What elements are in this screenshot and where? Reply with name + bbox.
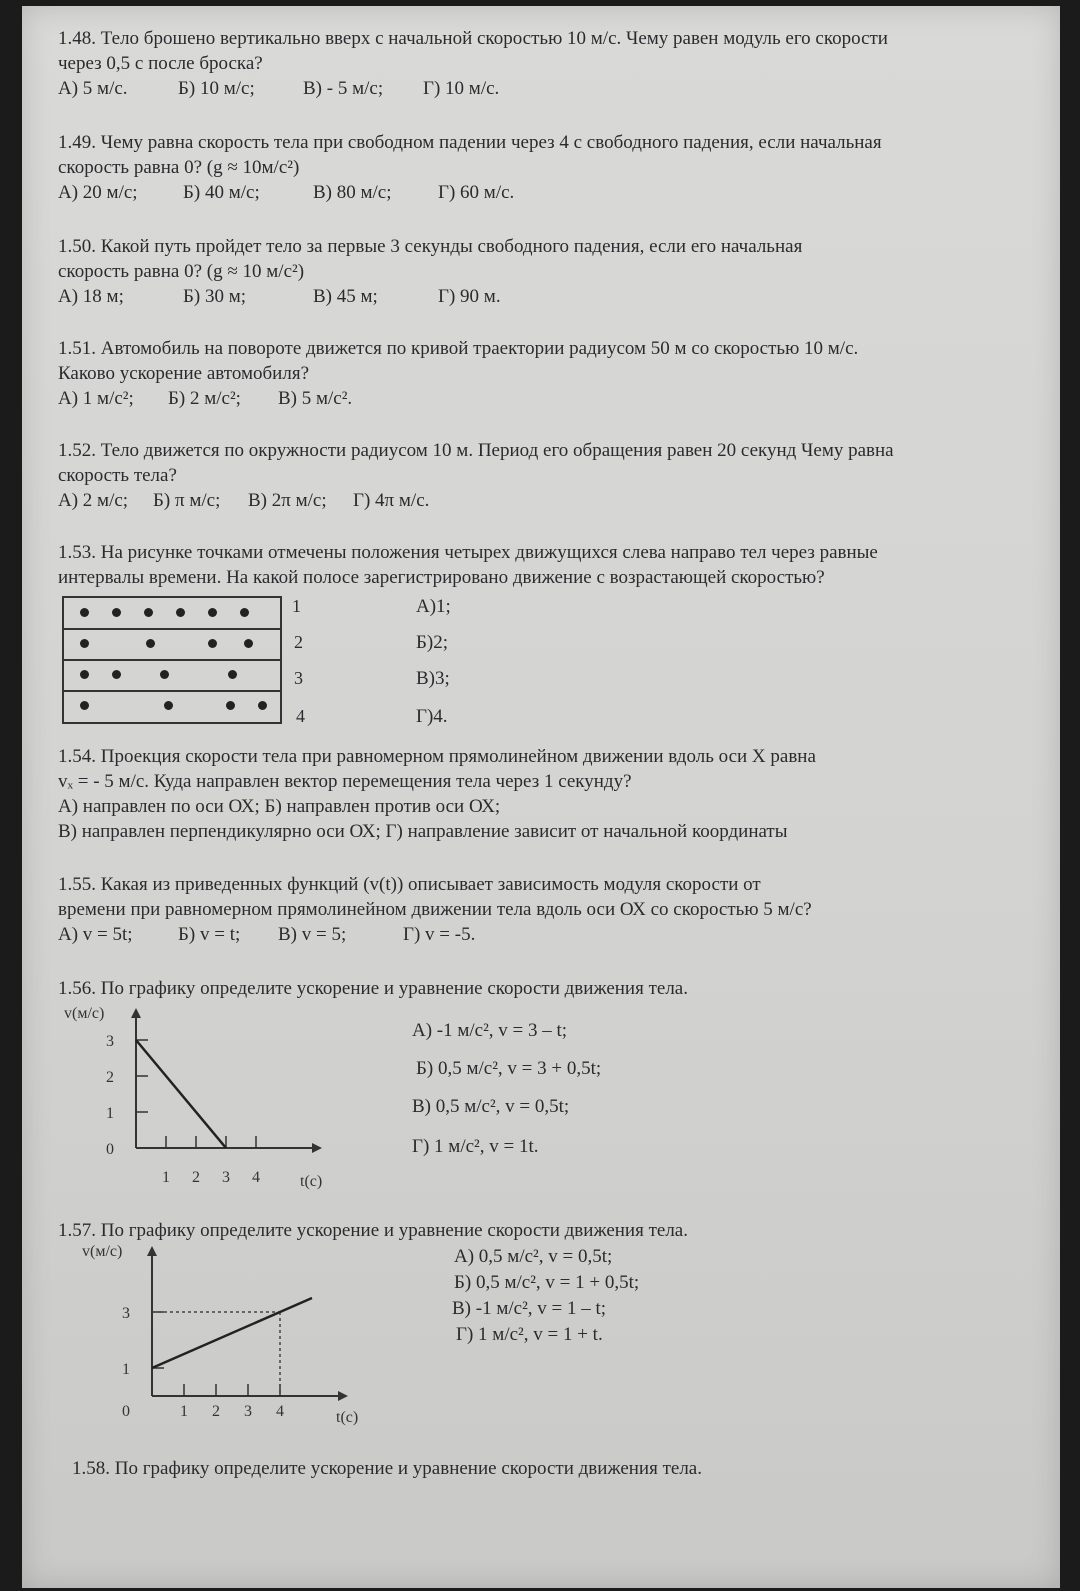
x-tick-label: 1 xyxy=(180,1403,188,1420)
position-dot xyxy=(226,701,235,710)
option-c: В)3; xyxy=(416,668,450,689)
question-text: интервалы времени. На какой полосе зарегистрировано движение с возрастающей скоростью? xyxy=(58,567,825,588)
answer-options-ab: А) направлен по оси ОХ; Б) направлен против оси ОХ; xyxy=(58,796,501,817)
position-dot xyxy=(160,670,169,679)
option-b: Б) 40 м/с; xyxy=(183,182,260,203)
option-d: Г) 1 м/с², v = 1t. xyxy=(412,1136,539,1157)
position-dot xyxy=(80,639,89,648)
question-1-50 xyxy=(58,234,1018,309)
option-b: Б) 30 м; xyxy=(183,286,247,307)
position-dot xyxy=(244,639,253,648)
option-a: А) 1 м/с²; xyxy=(58,388,134,409)
position-dot xyxy=(208,639,217,648)
position-dot xyxy=(112,608,121,617)
question-text: 1.51. Автомобиль на повороте движется по кривой траектории радиусом 50 м со скоростью 10 м/с. xyxy=(58,338,859,359)
dot-strips-figure xyxy=(62,596,282,724)
question-text: скорость тела? xyxy=(58,465,177,486)
option-a: А) 18 м; xyxy=(58,286,124,307)
option-d: Г) 10 м/с. xyxy=(423,78,500,99)
x-tick-label: 3 xyxy=(244,1403,252,1420)
x-tick-label: 4 xyxy=(252,1169,260,1186)
x-tick-label: 3 xyxy=(222,1169,230,1186)
question-1-53 xyxy=(58,540,1018,590)
question-text: 1.48. Тело брошено вертикально вверх с начальной скоростью 10 м/с. Чему равен модуль его скорости xyxy=(58,28,888,49)
question-1-54 xyxy=(58,744,1018,844)
position-dot xyxy=(112,670,121,679)
x-tick-label: 1 xyxy=(162,1169,170,1186)
question-1-55 xyxy=(58,872,1018,947)
answer-options xyxy=(58,922,1018,947)
question-text: 1.57. По графику определите ускорение и уравнение скорости движения тела. xyxy=(58,1220,688,1241)
velocity-graph-1-57 xyxy=(60,1240,390,1430)
option-d: Г) 60 м/с. xyxy=(438,182,515,203)
strip-4 xyxy=(64,691,280,721)
x-axis-label: t(c) xyxy=(336,1409,359,1426)
question-1-56 xyxy=(58,976,1018,1001)
option-a: А) 2 м/с; xyxy=(58,490,129,511)
question-text: скорость равна 0? (g ≈ 10м/с²) xyxy=(58,157,300,178)
y-tick-label: 3 xyxy=(122,1305,130,1322)
y-tick-label: 0 xyxy=(106,1141,114,1158)
position-dot xyxy=(80,608,89,617)
x-axis-arrow xyxy=(312,1143,322,1153)
option-a: А)1; xyxy=(416,596,451,617)
option-d: Г) 1 м/с², v = 1 + t. xyxy=(456,1324,603,1345)
answer-options xyxy=(58,180,1018,205)
x-tick-label: 2 xyxy=(192,1169,200,1186)
position-dot xyxy=(208,608,217,617)
answer-options xyxy=(58,488,1018,513)
y-tick-label: 1 xyxy=(122,1361,130,1378)
question-1-52 xyxy=(58,438,1018,513)
y-tick-label: 3 xyxy=(106,1033,114,1050)
question-text: 1.58. По графику определите ускорение и уравнение скорости движения тела. xyxy=(72,1458,702,1479)
question-text: 1.56. По графику определите ускорение и уравнение скорости движения тела. xyxy=(58,978,688,999)
answer-options-cd: В) направлен перпендикулярно оси ОХ; Г) направление зависит от начальной координаты xyxy=(58,821,788,842)
option-c: В) 0,5 м/с², v = 0,5t; xyxy=(412,1096,570,1117)
option-c: В) - 5 м/с; xyxy=(303,78,384,99)
question-1-51 xyxy=(58,336,1018,411)
strip-number: 3 xyxy=(294,668,303,688)
x-tick-label: 0 xyxy=(122,1403,130,1420)
question-text: 1.54. Проекция скорости тела при равномерном прямолинейном движении вдоль оси X равна xyxy=(58,746,816,767)
position-dot xyxy=(240,608,249,617)
y-axis-arrow xyxy=(147,1246,157,1256)
option-b: Б) 2 м/с²; xyxy=(168,388,241,409)
question-text: через 0,5 с после броска? xyxy=(58,53,263,74)
y-axis-arrow xyxy=(131,1008,141,1018)
question-text: 1.53. На рисунке точками отмечены положения четырех движущихся слева направо тел через равные xyxy=(58,542,878,563)
y-axis-label: v(м/с) xyxy=(64,1005,105,1022)
option-d: Г) v = -5. xyxy=(403,924,476,945)
y-tick-label: 2 xyxy=(106,1069,114,1086)
option-c: В) -1 м/с², v = 1 – t; xyxy=(452,1298,607,1319)
strip-1 xyxy=(64,598,280,630)
position-dot xyxy=(164,701,173,710)
position-dot xyxy=(80,670,89,679)
strip-number: 4 xyxy=(296,706,305,726)
answer-options xyxy=(58,386,1018,411)
position-dot xyxy=(146,639,155,648)
answer-options xyxy=(58,284,1018,309)
option-c: В) 2π м/с; xyxy=(248,490,327,511)
question-text: Каково ускорение автомобиля? xyxy=(58,363,309,384)
x-tick-label: 2 xyxy=(212,1403,220,1420)
option-c: В) 5 м/с². xyxy=(278,388,353,409)
option-d: Г) 90 м. xyxy=(438,286,501,307)
position-dot xyxy=(228,670,237,679)
option-b: Б) 10 м/с; xyxy=(178,78,255,99)
question-text: 1.49. Чему равна скорость тела при свободном падении через 4 с свободного падения, если начальная xyxy=(58,132,882,153)
x-axis-arrow xyxy=(338,1391,348,1401)
option-c: В) v = 5; xyxy=(278,924,347,945)
question-text: времени при равномерном прямолинейном движении тела вдоль оси ОХ со скоростью 5 м/с? xyxy=(58,899,812,920)
option-c: В) 45 м; xyxy=(313,286,378,307)
velocity-line xyxy=(136,1040,226,1148)
option-b: Б)2; xyxy=(416,632,449,653)
velocity-line xyxy=(152,1298,312,1368)
question-1-48 xyxy=(58,26,1018,101)
question-text: 1.50. Какой путь пройдет тело за первые 3 секунды свободного падения, если его начальная xyxy=(58,236,803,257)
option-c: В) 80 м/с; xyxy=(313,182,392,203)
strip-number: 2 xyxy=(294,632,303,652)
option-a: А) 20 м/с; xyxy=(58,182,138,203)
x-tick-label: 4 xyxy=(276,1403,284,1420)
option-a: А) v = 5t; xyxy=(58,924,133,945)
option-a: А) -1 м/с², v = 3 – t; xyxy=(412,1020,568,1041)
velocity-graph-1-56 xyxy=(60,1000,360,1200)
x-axis-label: t(c) xyxy=(300,1173,323,1190)
option-d: Г)4. xyxy=(416,706,448,727)
question-1-49 xyxy=(58,130,1018,205)
y-tick-label: 1 xyxy=(106,1105,114,1122)
option-b: Б) 0,5 м/с², v = 3 + 0,5t; xyxy=(416,1058,602,1079)
position-dot xyxy=(144,608,153,617)
question-1-58 xyxy=(72,1456,1032,1481)
question-text: 1.55. Какая из приведенных функций (v(t)) описывает зависимость модуля скорости от xyxy=(58,874,761,895)
question-text: 1.52. Тело движется по окружности радиусом 10 м. Период его обращения равен 20 секунд Чему равна xyxy=(58,440,894,461)
strip-3 xyxy=(64,660,280,692)
option-d: Г) 4π м/с. xyxy=(353,490,430,511)
answer-options xyxy=(58,76,1018,101)
option-a: А) 0,5 м/с², v = 0,5t; xyxy=(454,1246,613,1267)
question-text: скорость равна 0? (g ≈ 10 м/с²) xyxy=(58,261,305,282)
position-dot xyxy=(176,608,185,617)
position-dot xyxy=(80,701,89,710)
position-dot xyxy=(258,701,267,710)
strip-2 xyxy=(64,629,280,661)
option-b: Б) π м/с; xyxy=(153,490,221,511)
strip-number: 1 xyxy=(292,596,301,616)
option-a: А) 5 м/с. xyxy=(58,78,128,99)
option-b: Б) 0,5 м/с², v = 1 + 0,5t; xyxy=(454,1272,640,1293)
question-text: vₓ = - 5 м/с. Куда направлен вектор перемещения тела через 1 секунду? xyxy=(58,771,632,792)
y-axis-label: v(м/с) xyxy=(82,1243,123,1260)
option-b: Б) v = t; xyxy=(178,924,241,945)
